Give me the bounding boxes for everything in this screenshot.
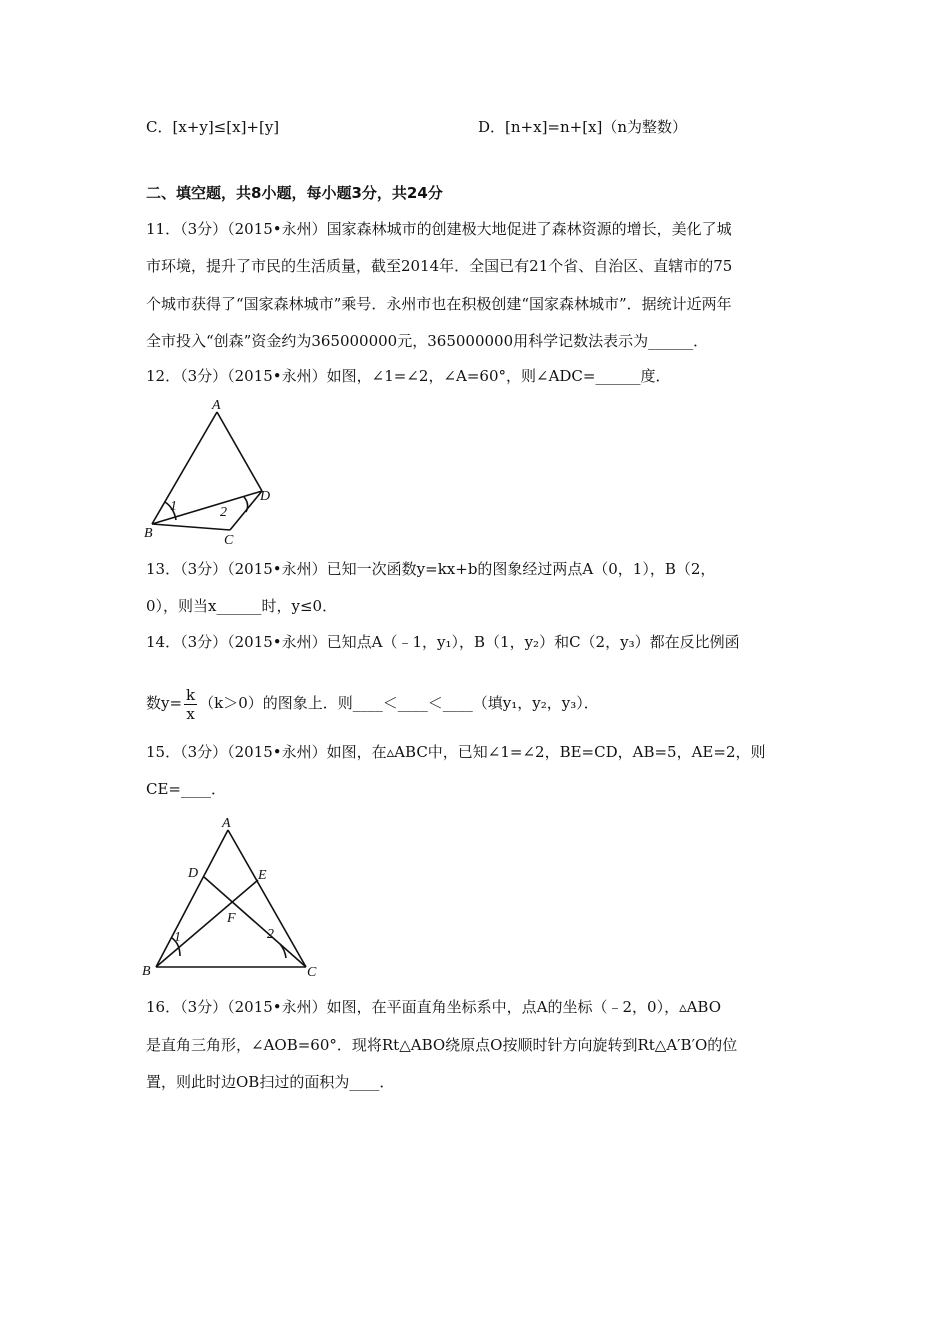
section-heading: 二、填空题，共8小题，每小题3分，共24分: [146, 184, 443, 202]
q12-line-1: 12．（3分）（2015•永州）如图，∠1=∠2，∠A=60°，则∠ADC=______度．: [146, 367, 671, 385]
q11-line-2: 市环境，提升了市民的生活质量，截至2014年．全国已有21个省、自治区、直辖市的75: [146, 257, 733, 275]
fraction-k-over-x: [184, 686, 197, 723]
q15-line-2: CE=____．: [146, 780, 226, 798]
q15-label-a: A: [222, 816, 231, 831]
q14-line-1: 14．（3分）（2015•永州）已知点A（﹣1，y₁），B（1，y₂）和C（2，y₃）都在反比例函: [146, 633, 740, 651]
fraction-numerator: k: [186, 685, 196, 704]
q11-line-3: 个城市获得了“国家森林城市”乘号．永州市也在积极创建“国家森林城市”．据统计近两年: [146, 295, 732, 313]
q16-line-2: 是直角三角形，∠AOB=60°．现将Rt△ABO绕原点O按顺时针方向旋转到Rt△A′B′O的位: [146, 1036, 738, 1054]
q13-line-2: 0），则当x______时，y≤0．: [146, 597, 338, 615]
q11-line-1: 11．（3分）（2015•永州）国家森林城市的创建极大地促进了森林资源的增长，美化了城: [146, 220, 732, 238]
q15-angle-1: 1: [174, 930, 181, 945]
q12-label-d: D: [260, 489, 271, 504]
q12-label-c: C: [224, 533, 234, 546]
option-c: C．[x+y]≤[x]+[y]: [146, 118, 280, 136]
option-d: D．[n+x]=n+[x]（n为整数）: [478, 118, 688, 136]
q15-label-d: D: [188, 866, 199, 881]
q14-suffix: （k＞0）的图象上．则____＜____＜____（填y₁，y₂，y₃）．: [199, 694, 599, 712]
q14-prefix: 数y=: [146, 694, 183, 712]
fraction-denominator: x: [186, 704, 195, 723]
q12-angle-2: 2: [220, 505, 227, 520]
q12-label-a: A: [212, 398, 221, 413]
q15-angle-2: 2: [267, 927, 274, 942]
q16-line-1: 16．（3分）（2015•永州）如图，在平面直角坐标系中，点A的坐标（﹣2，0），▵ABO: [146, 998, 722, 1016]
q15-label-e: E: [258, 868, 267, 883]
q15-line-1: 15．（3分）（2015•永州）如图，在▵ABC中，已知∠1=∠2，BE=CD，AB=5，AE=2，则: [146, 743, 766, 761]
q11-line-4: 全市投入“创森”资金约为365000000元，365000000用科学记数法表示为______．: [146, 332, 709, 350]
q15-label-c: C: [307, 965, 317, 980]
q15-label-b: B: [142, 964, 151, 979]
q12-figure: [140, 396, 280, 546]
q14-line-2: [146, 683, 599, 723]
q13-line-1: 13．（3分）（2015•永州）已知一次函数y=kx+b的图象经过两点A（0，1），B（2，: [146, 560, 716, 578]
q15-label-f: F: [227, 911, 236, 926]
q15-figure: [140, 812, 325, 982]
q16-line-3: 置，则此时边OB扫过的面积为____．: [146, 1073, 395, 1091]
q12-label-b: B: [144, 526, 153, 541]
q12-angle-1: 1: [170, 499, 177, 514]
